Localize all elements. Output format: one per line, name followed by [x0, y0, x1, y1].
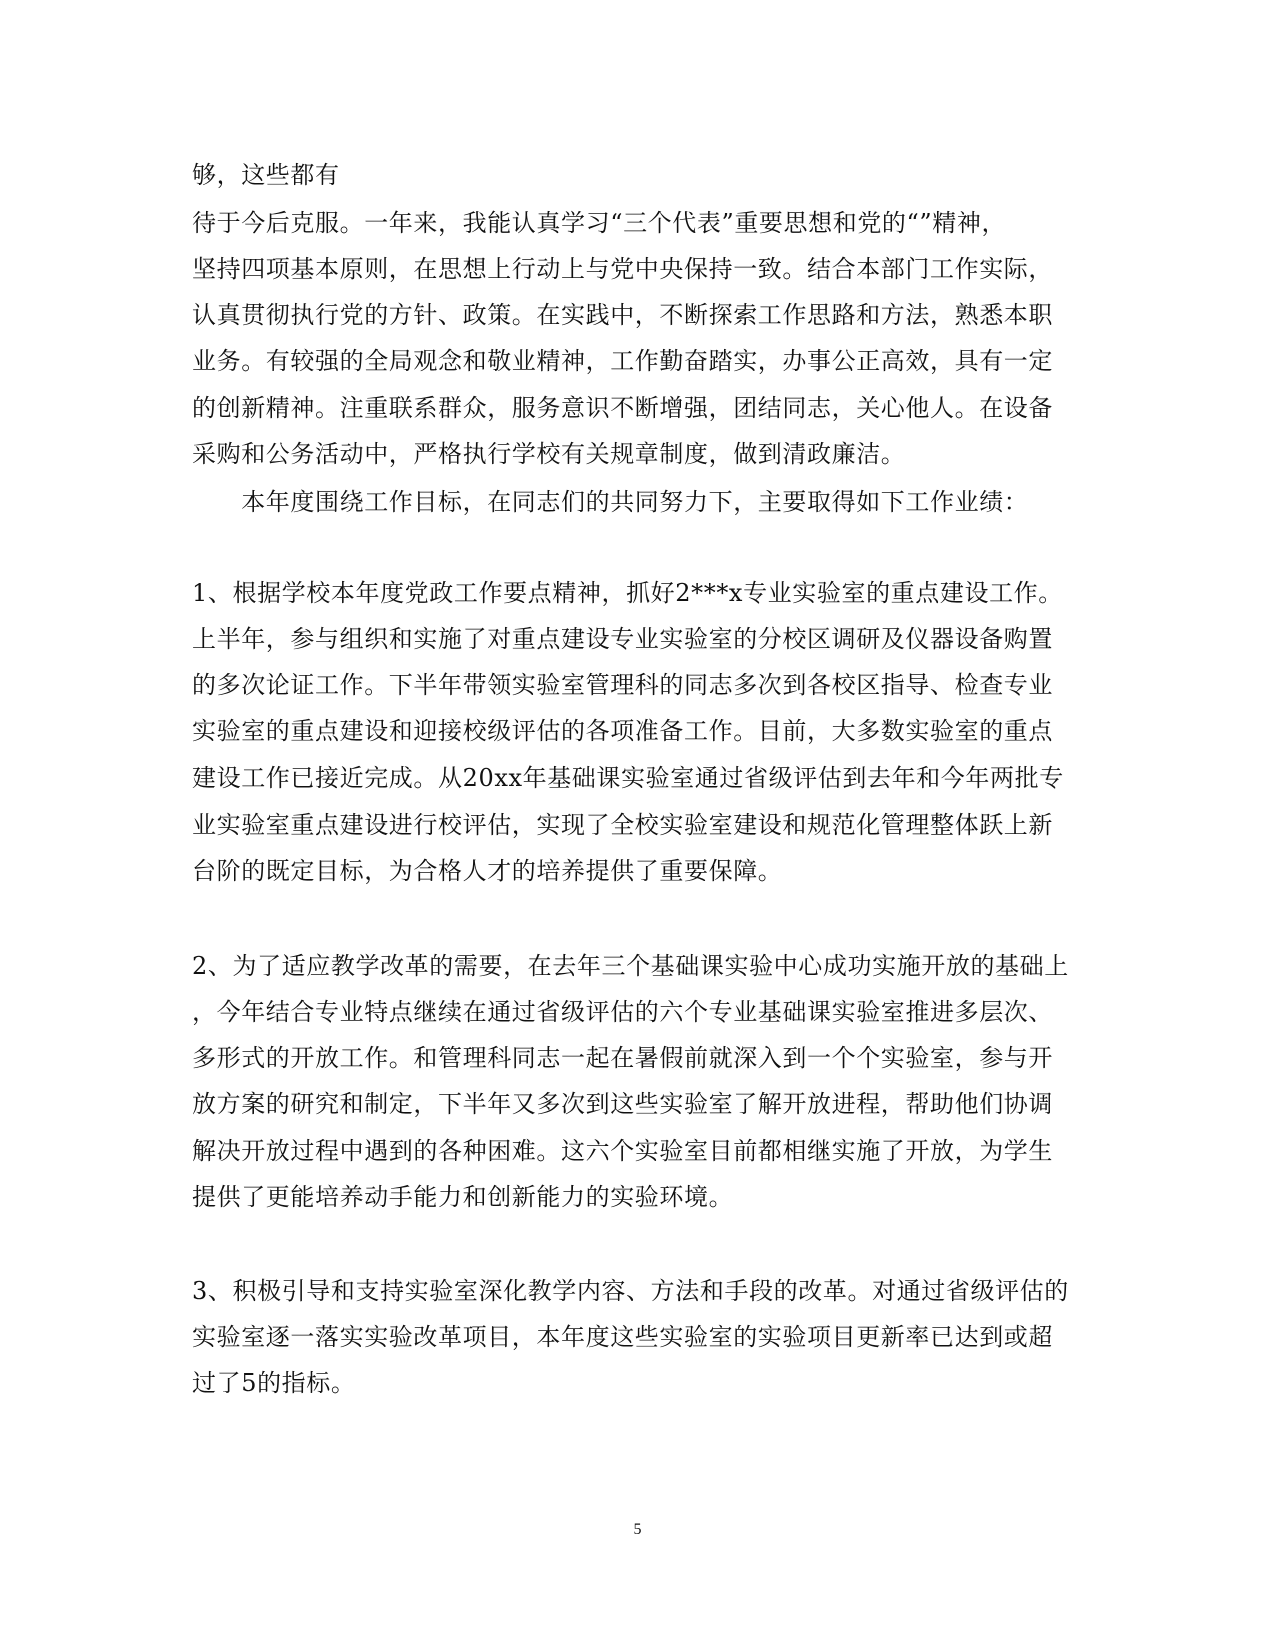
text-line: 待于今后克服。一年来，我能认真学习“三个代表”重要思想和党的“”精神，: [192, 209, 1007, 237]
text-line: 的多次论证工作。下半年带领实验室管理科的同志多次到各校区指导、检查专业: [192, 671, 1053, 699]
text-line: 上半年，参与组织和实施了对重点建设专业实验室的分校区调研及仪器设备购置: [192, 625, 1053, 653]
text-line: 1、根据学校本年度党政工作要点精神，抓好2***x专业实验室的重点建设工作。: [192, 579, 1063, 607]
text-line: 业务。有较强的全局观念和敬业精神，工作勤奋踏实，办事公正高效，具有一定: [192, 347, 1053, 375]
text-line: ，今年结合专业特点继续在通过省级评估的六个专业基础课实验室推进多层次、: [192, 998, 1053, 1026]
text-line: 本年度围绕工作目标，在同志们的共同努力下，主要取得如下工作业绩：: [192, 488, 1029, 516]
text-line: 过了5的指标。: [192, 1369, 356, 1397]
text-line: 台阶的既定目标，为合格人才的培养提供了重要保障。: [192, 857, 783, 885]
page-number: 5: [633, 1521, 642, 1538]
text-line: 实验室的重点建设和迎接校级评估的各项准备工作。目前，大多数实验室的重点: [192, 717, 1053, 745]
text-line: 2、为了适应教学改革的需要，在去年三个基础课实验中心成功实施开放的基础上: [192, 952, 1069, 980]
text-line: 提供了更能培养动手能力和创新能力的实验环境。: [192, 1183, 734, 1211]
text-line: 够，这些都有: [192, 161, 340, 189]
text-line: 建设工作已接近完成。从20xx年基础课实验室通过省级评估到去年和今年两批专: [192, 764, 1064, 792]
text-line: 3、积极引导和支持实验室深化教学内容、方法和手段的改革。对通过省级评估的: [192, 1277, 1069, 1305]
text-line: 业实验室重点建设进行校评估，实现了全校实验室建设和规范化管理整体跃上新: [192, 811, 1053, 839]
text-line: 放方案的研究和制定，下半年又多次到这些实验室了解开放进程，帮助他们协调: [192, 1090, 1053, 1118]
text-line: 认真贯彻执行党的方针、政策。在实践中，不断探索工作思路和方法，熟悉本职: [192, 301, 1053, 329]
text-line: 实验室逐一落实实验改革项目，本年度这些实验室的实验项目更新率已达到或超: [192, 1323, 1053, 1351]
text-line: 采购和公务活动中，严格执行学校有关规章制度，做到清政廉洁。: [192, 440, 906, 468]
text-line: 多形式的开放工作。和管理科同志一起在暑假前就深入到一个个实验室，参与开: [192, 1044, 1053, 1072]
text-line: 坚持四项基本原则，在思想上行动上与党中央保持一致。结合本部门工作实际，: [192, 255, 1053, 283]
text-line: 的创新精神。注重联系群众，服务意识不断增强，团结同志，关心他人。在设备: [192, 394, 1053, 422]
text-line: 解决开放过程中遇到的各种困难。这六个实验室目前都相继实施了开放，为学生: [192, 1137, 1053, 1165]
